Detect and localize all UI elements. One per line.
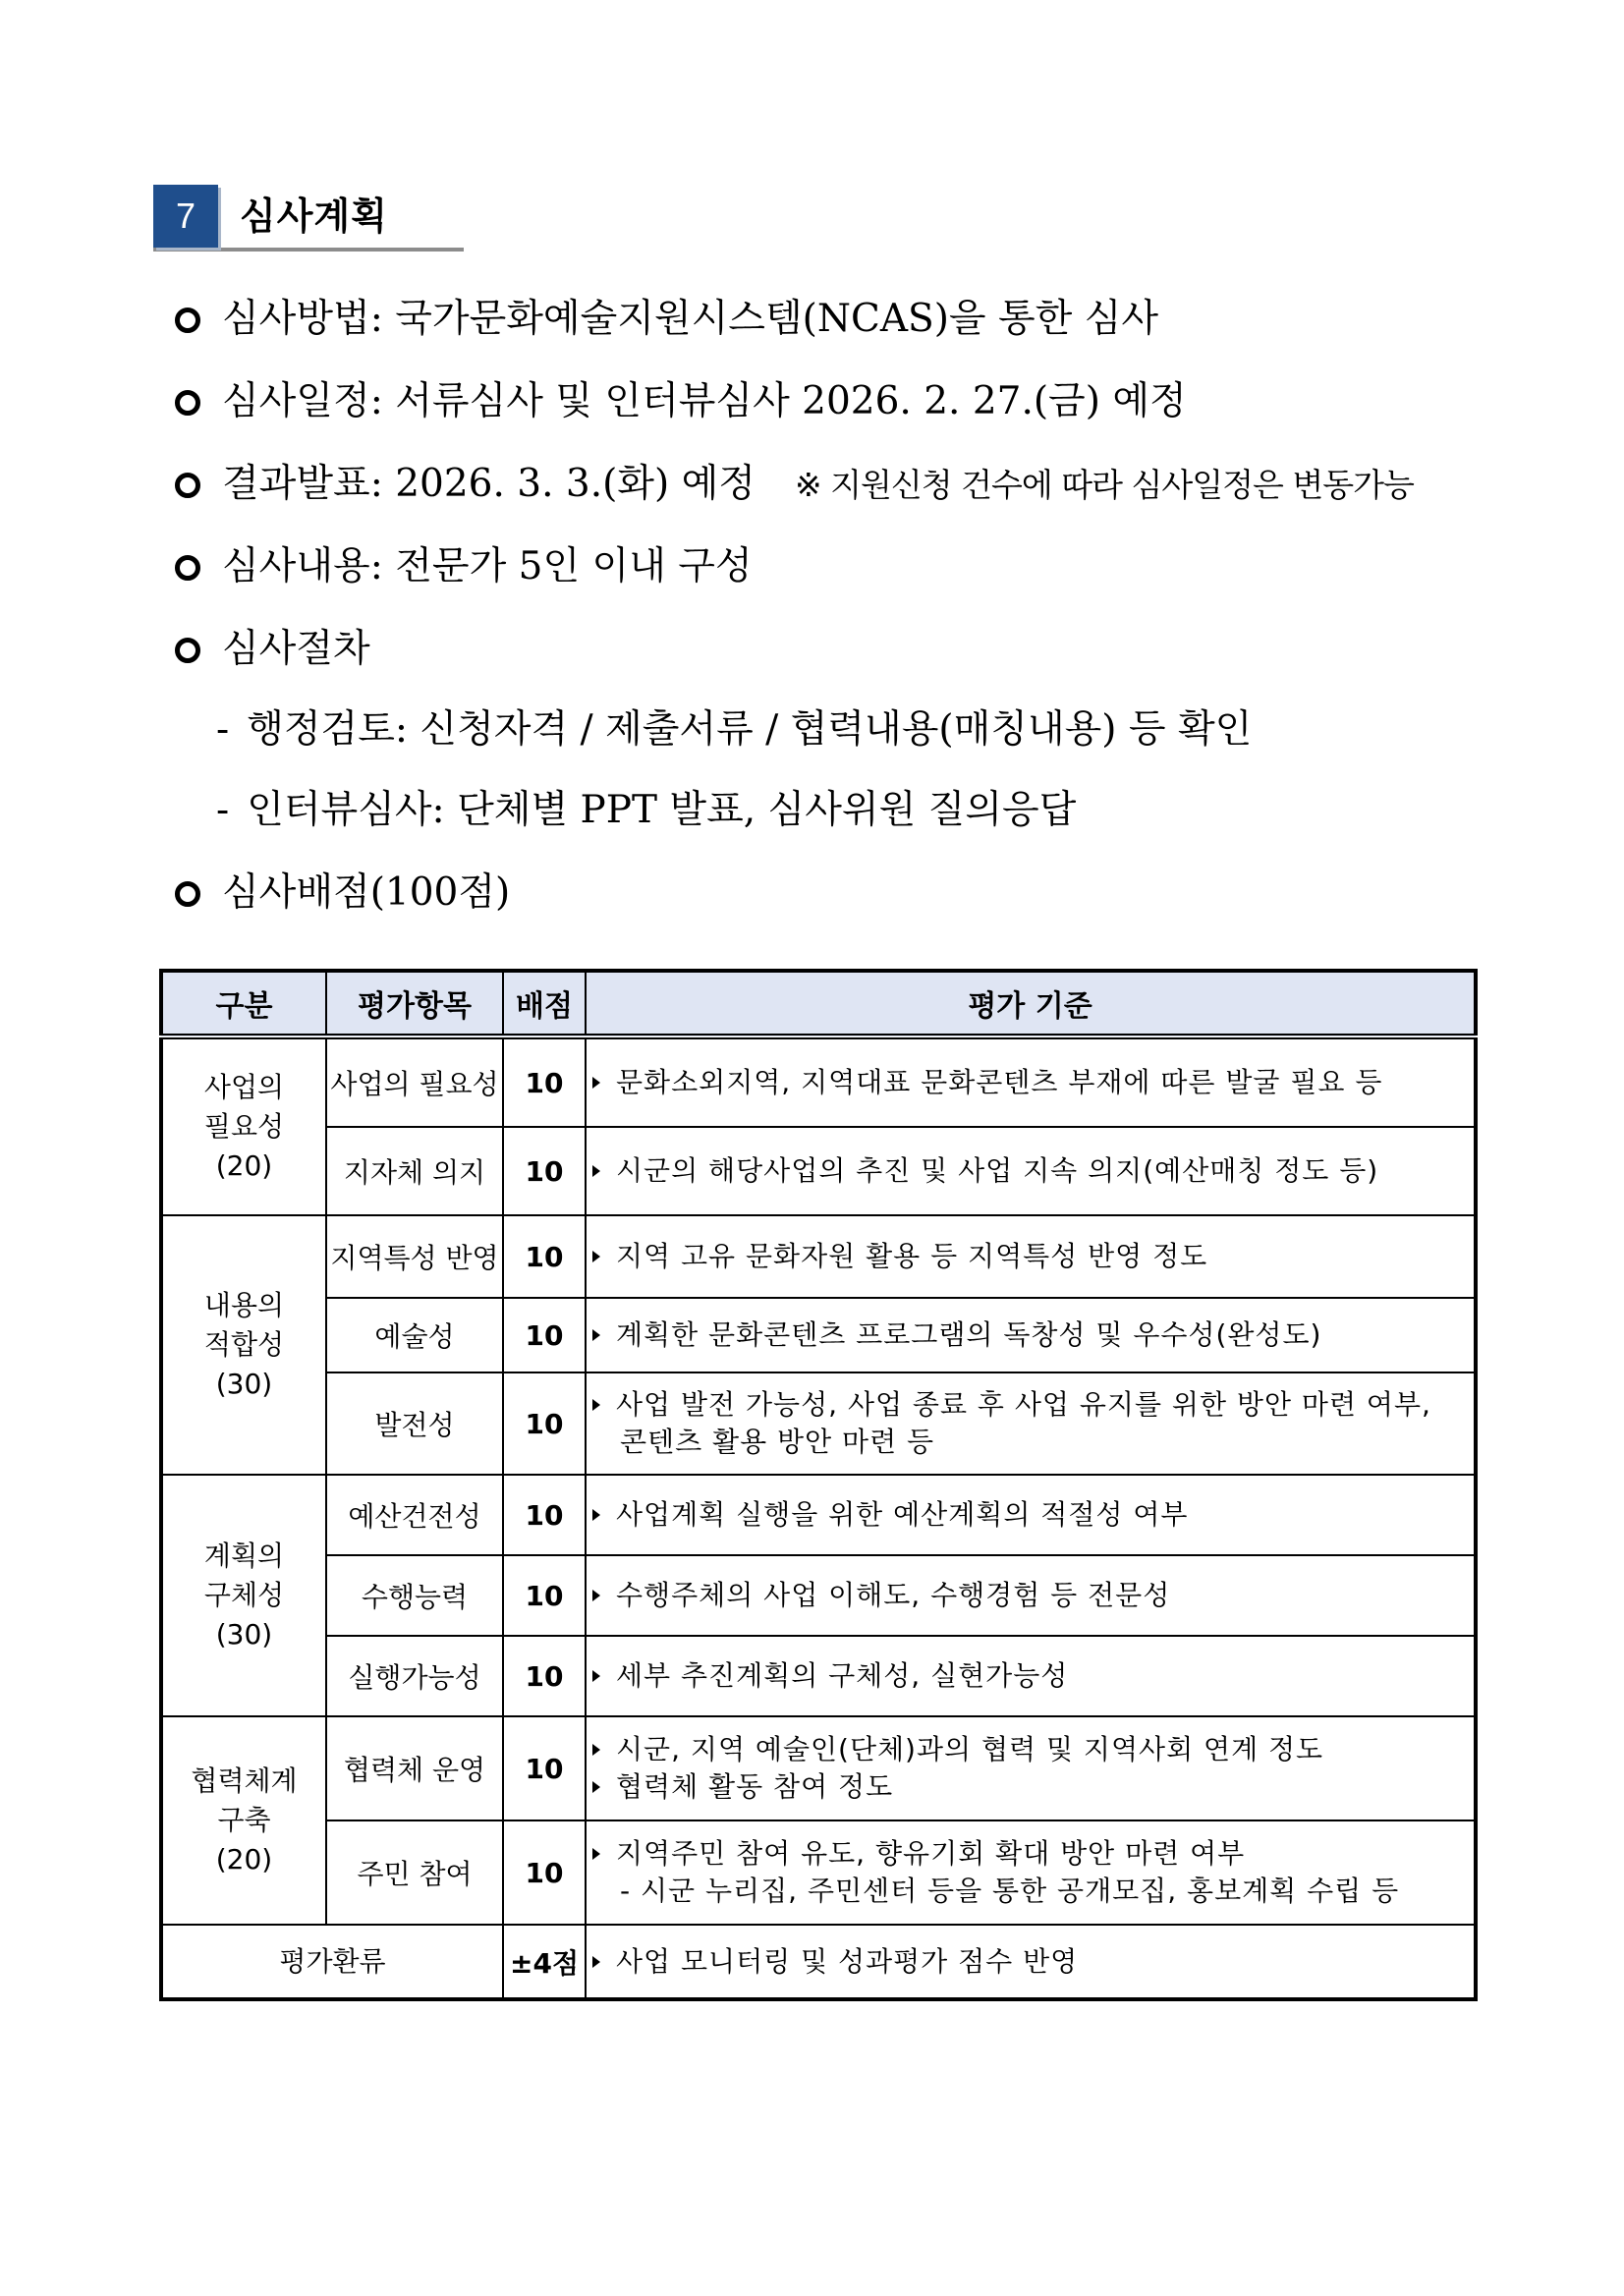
- triangle-bullet-icon: [592, 1509, 600, 1521]
- bullet-result: 결과발표: 2026. 3. 3.(화) 예정 ※ 지원신청 건수에 따라 심사일정은 변동가능: [175, 460, 1414, 510]
- criteria-cell: 문화소외지역, 지역대표 문화콘텐츠 부재에 따른 발굴 필요 등: [586, 1036, 1476, 1127]
- bullet-method: 심사방법: 국가문화예술지원시스템(NCAS)을 통한 심사: [175, 295, 1158, 344]
- score-cell: 10: [503, 1716, 586, 1820]
- procedure-admin: - 행정검토: 신청자격 / 제출서류 / 협력내용(매칭내용) 등 확인: [216, 707, 1253, 752]
- item-cell: 주민 참여: [326, 1820, 503, 1925]
- table-row: [161, 1716, 1476, 1820]
- item-cell: 지역특성 반영: [326, 1215, 503, 1298]
- score-cell: 10: [503, 1127, 586, 1215]
- table-row: [161, 1636, 1476, 1716]
- bullet-scoring: 심사배점(100점): [175, 868, 510, 918]
- table-row-feedback: [161, 1925, 1476, 1999]
- triangle-bullet-icon: [592, 1744, 600, 1756]
- criteria-cell: 시군, 지역 예술인(단체)과의 협력 및 지역사회 연계 정도 협력체 활동 참여 정도: [586, 1716, 1476, 1820]
- criteria-cell: 지역 고유 문화자원 활용 등 지역특성 반영 정도: [586, 1215, 1476, 1298]
- score-cell: 10: [503, 1636, 586, 1716]
- item-cell: 예산건전성: [326, 1475, 503, 1555]
- item-cell: 사업의 필요성: [326, 1036, 503, 1127]
- triangle-bullet-icon: [592, 1670, 600, 1682]
- section-number: 7: [153, 185, 218, 248]
- score-cell: 10: [503, 1215, 586, 1298]
- triangle-bullet-icon: [592, 1077, 600, 1089]
- table-row: [161, 1475, 1476, 1555]
- item-cell: 실행가능성: [326, 1636, 503, 1716]
- table-row: [161, 1215, 1476, 1298]
- triangle-bullet-icon: [592, 1329, 600, 1341]
- category-cell: 사업의 필요성 (20): [161, 1036, 326, 1215]
- section-title: 심사계획: [240, 195, 388, 238]
- triangle-bullet-icon: [592, 1956, 600, 1968]
- triangle-bullet-icon: [592, 1590, 600, 1601]
- triangle-bullet-icon: [592, 1848, 600, 1860]
- section-header: [153, 185, 464, 252]
- table-row: [161, 1036, 1476, 1127]
- header-score: 배점: [503, 971, 586, 1036]
- item-cell: 수행능력: [326, 1555, 503, 1636]
- score-cell: 10: [503, 1036, 586, 1127]
- circle-bullet-icon: [175, 881, 200, 907]
- header-criteria: 평가 기준: [586, 971, 1476, 1036]
- table-row: [161, 1127, 1476, 1215]
- table-row: [161, 1298, 1476, 1372]
- circle-bullet-icon: [175, 638, 200, 663]
- score-cell: 10: [503, 1372, 586, 1475]
- triangle-bullet-icon: [592, 1165, 600, 1177]
- score-cell: 10: [503, 1475, 586, 1555]
- criteria-cell: 지역주민 참여 유도, 향유기회 확대 방안 마련 여부 - 시군 누리집, 주민센터 등을 통한 공개모집, 홍보계획 수립 등: [586, 1820, 1476, 1925]
- criteria-cell: 사업계획 실행을 위한 예산계획의 적절성 여부: [586, 1475, 1476, 1555]
- header-category: 구분: [161, 971, 326, 1036]
- item-cell: 협력체 운영: [326, 1716, 503, 1820]
- score-cell: 10: [503, 1298, 586, 1372]
- bullet-content: 심사내용: 전문가 5인 이내 구성: [175, 542, 753, 591]
- category-cell: 계획의 구체성 (30): [161, 1475, 326, 1716]
- bullet-procedure: 심사절차: [175, 625, 370, 674]
- triangle-bullet-icon: [592, 1399, 600, 1411]
- feedback-score: ±4점: [503, 1925, 586, 1999]
- circle-bullet-icon: [175, 473, 200, 498]
- table-row: [161, 1372, 1476, 1475]
- evaluation-table: [159, 969, 1478, 2001]
- table-header-row: [161, 971, 1476, 1036]
- schedule-note: ※ 지원신청 건수에 따라 심사일정은 변동가능: [794, 466, 1414, 504]
- circle-bullet-icon: [175, 308, 200, 333]
- triangle-bullet-icon: [592, 1781, 600, 1793]
- circle-bullet-icon: [175, 555, 200, 581]
- feedback-label: 평가환류: [161, 1925, 503, 1999]
- score-cell: 10: [503, 1555, 586, 1636]
- category-cell: 협력체계 구축 (20): [161, 1716, 326, 1925]
- criteria-cell: 수행주체의 사업 이해도, 수행경험 등 전문성: [586, 1555, 1476, 1636]
- procedure-interview: - 인터뷰심사: 단체별 PPT 발표, 심사위원 질의응답: [216, 788, 1077, 832]
- item-cell: 지자체 의지: [326, 1127, 503, 1215]
- criteria-cell: 세부 추진계획의 구체성, 실현가능성: [586, 1636, 1476, 1716]
- item-cell: 발전성: [326, 1372, 503, 1475]
- criteria-cell: 사업 발전 가능성, 사업 종료 후 사업 유지를 위한 방안 마련 여부, 콘텐츠 활용 방안 마련 등: [586, 1372, 1476, 1475]
- table-row: [161, 1555, 1476, 1636]
- feedback-criteria: 사업 모니터링 및 성과평가 점수 반영: [586, 1925, 1476, 1999]
- bullet-schedule: 심사일정: 서류심사 및 인터뷰심사 2026. 2. 27.(금) 예정: [175, 377, 1187, 426]
- score-cell: 10: [503, 1820, 586, 1925]
- triangle-bullet-icon: [592, 1251, 600, 1262]
- table-row: [161, 1820, 1476, 1925]
- item-cell: 예술성: [326, 1298, 503, 1372]
- circle-bullet-icon: [175, 390, 200, 416]
- header-item: 평가항목: [326, 971, 503, 1036]
- criteria-cell: 계획한 문화콘텐츠 프로그램의 독창성 및 우수성(완성도): [586, 1298, 1476, 1372]
- criteria-cell: 시군의 해당사업의 추진 및 사업 지속 의지(예산매칭 정도 등): [586, 1127, 1476, 1215]
- category-cell: 내용의 적합성 (30): [161, 1215, 326, 1475]
